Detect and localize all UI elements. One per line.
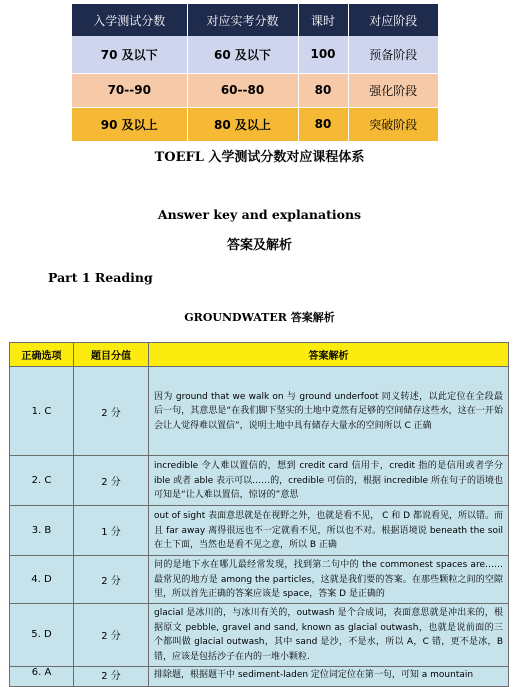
answer-option-cell: 5. D	[10, 603, 74, 666]
question-score-cell: 1 分	[74, 506, 149, 556]
class-hours-cell: 100	[298, 36, 348, 73]
question-score-cell: 2 分	[74, 556, 149, 604]
entrance-score-cell: 90 及以上	[72, 107, 187, 141]
class-hours-cell: 80	[298, 73, 348, 107]
answer-option-cell: 2. C	[10, 456, 74, 506]
answer-table-header-row	[10, 343, 509, 367]
explanation-cell: 因为 ground that we walk on 与 ground underfoot 同义转述，以此定位在全段最后一句，其意思是“在我们脚下坚实的土地中竟然有足够的空间储存这些水，这在一开始会让人觉得难以置信”，说明土地中具有储存大量水的空间所以 C 正确	[149, 367, 509, 456]
header-correct-option: 正确选项	[10, 343, 74, 367]
answer-key-heading-cn: 答案及解析	[226, 238, 292, 253]
explanation-cell: 排除题，根据题干中 sediment-laden 定位词定位在第一句，可知 a mountain	[149, 666, 509, 686]
stage-cell: 突破阶段	[348, 107, 438, 141]
header-question-score: 题目分值	[74, 343, 149, 367]
actual-score-cell: 60 及以下	[187, 36, 298, 73]
entrance-score-cell: 70 及以下	[72, 36, 187, 73]
part-title: Part 1 Reading	[48, 270, 153, 285]
groundwater-title: GROUNDWATER 答案解析	[184, 311, 335, 324]
table-row	[10, 506, 509, 556]
score-table-row	[72, 36, 438, 73]
question-score-cell: 2 分	[74, 367, 149, 456]
table-row	[10, 456, 509, 506]
table-row	[10, 666, 509, 686]
actual-score-cell: 60--80	[187, 73, 298, 107]
explanation-cell: out of sight 表面意思就是在视野之外，也就是看不见， C 和 D 都说看见，所以错。而且 far away 离得很远也不一定就看不见，所以也不对。根据语境说 beneath the soil 在土下面，当然也是看不见之意，所以 B 正确	[149, 506, 509, 556]
answer-key-heading: Answer key and explanations	[157, 207, 362, 222]
explanation-cell: 问的是地下水在哪儿最经常发现，找到第二句中的 the commonest spaces are……最常见的地方是 among the particles，这就是我们要的答案。在那些颗粒之间的空隙里，所以首先正确的答案应该是 space，答案 D 是正确的	[149, 556, 509, 604]
header-stage: 对应阶段	[348, 4, 438, 36]
groundwater-answer-table	[9, 342, 509, 687]
header-actual-score: 对应实考分数	[187, 4, 298, 36]
explanation-cell: glacial 是冰川的，与冰川有关的，outwash 是个合成词，表面意思就是冲出来的，根据原文 pebble, gravel and sand, known as glacial outwash，也就是说前面的三个都叫做 glacial outwash，其中 sand 是沙，不是水，所以 A，C 错，更不是冰，B 错，应该是包括沙子在内的一堆小颗粒.	[149, 603, 509, 666]
explanation-cell: incredible 令人难以置信的，想到 credit card 信用卡，credit 指的是信用或者学分 ible 或者 able 表示可以……的，credible 可信的，根据 incredible 所在句子的语境也可知是“让人难以置信，惊讶的”意思	[149, 456, 509, 506]
class-hours-cell: 80	[298, 107, 348, 141]
score-table-row	[72, 73, 438, 107]
score-table-caption: TOEFL 入学测试分数对应课程体系	[154, 150, 365, 165]
question-score-cell: 2 分	[74, 456, 149, 506]
answer-option-cell: 4. D	[10, 556, 74, 604]
stage-cell: 强化阶段	[348, 73, 438, 107]
score-placement-table	[72, 4, 438, 141]
question-score-cell: 2 分	[74, 603, 149, 666]
header-explanation: 答案解析	[149, 343, 509, 367]
table-row	[10, 367, 509, 456]
table-row	[10, 603, 509, 666]
score-table-row	[72, 107, 438, 141]
score-table-header-row	[72, 4, 438, 36]
stage-cell: 预备阶段	[348, 36, 438, 73]
actual-score-cell: 80 及以上	[187, 107, 298, 141]
header-class-hours: 课时	[298, 4, 348, 36]
answer-option-cell: 6. A	[10, 666, 74, 686]
question-score-cell: 2 分	[74, 666, 149, 686]
answer-option-cell: 3. B	[10, 506, 74, 556]
table-row	[10, 556, 509, 604]
header-entrance-score: 入学测试分数	[72, 4, 187, 36]
answer-option-cell: 1. C	[10, 367, 74, 456]
entrance-score-cell: 70--90	[72, 73, 187, 107]
